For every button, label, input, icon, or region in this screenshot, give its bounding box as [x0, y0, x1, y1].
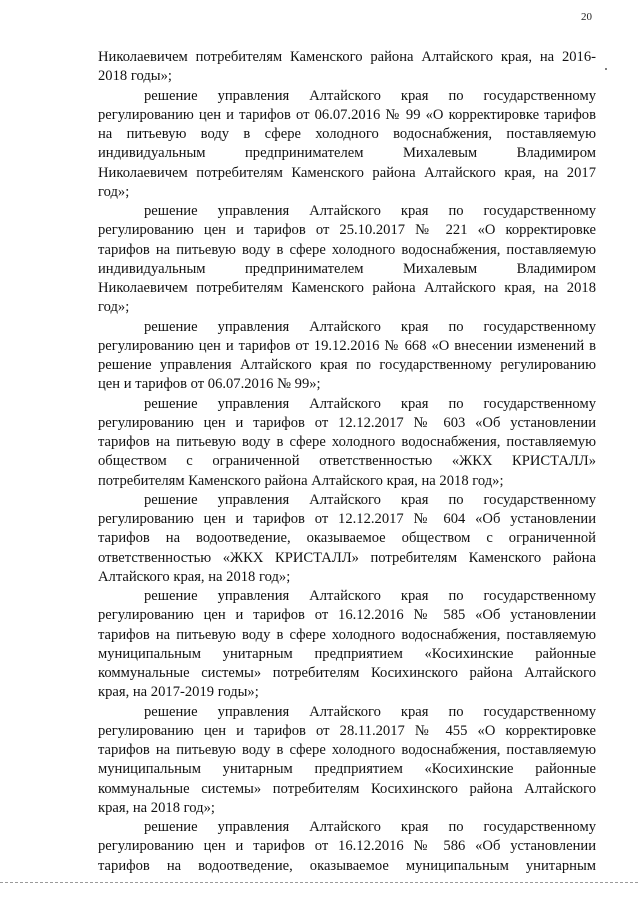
text-line: тарифов на питьевую воду в сфере холодного водоснабжения, поставляемую: [98, 241, 596, 258]
paragraph: [98, 395, 596, 491]
text-line: решение управления Алтайского края по государственному: [144, 819, 596, 835]
paragraph: [98, 318, 596, 395]
scan-edge-line: [0, 882, 640, 883]
text-line: цен и тарифов от 06.07.2016 № 99»;: [98, 376, 321, 393]
paragraph: [98, 48, 596, 87]
paragraph: [98, 491, 596, 587]
text-line: тарифов на водоотведение, оказываемое обществом с ограниченной: [98, 530, 596, 547]
text-line: решение управления Алтайского края по государственному: [144, 395, 596, 412]
text-line: решение управления Алтайского края по государственному: [144, 203, 596, 219]
text-line: индивидуальным предпринимателем Михалевым Владимиром: [98, 145, 596, 162]
page-number: 20: [581, 11, 592, 23]
text-line: коммунальные системы» потребителям Косихинского района Алтайского: [98, 780, 596, 797]
text-line: регулированию цен и тарифов от 16.12.2016 № 585 «Об установлении: [98, 607, 596, 624]
text-line: коммунальные системы» потребителям Косихинского района Алтайского: [98, 665, 596, 681]
text-line: регулированию цен и тарифов от 06.07.2016 № 99 «О корректировке тарифов: [98, 106, 596, 123]
text-line: решение управления Алтайского края по государственному: [144, 491, 596, 508]
paragraph: [98, 202, 596, 318]
scan-speck: [605, 68, 607, 70]
text-line: решение управления Алтайского края по государственному: [144, 703, 596, 720]
text-line: решение управления Алтайского края по государственному: [144, 318, 596, 335]
paragraph: [98, 87, 596, 203]
text-line: решение управления Алтайского края по государственному регулированию: [98, 357, 596, 373]
text-line: края, на 2018 год»;: [98, 799, 215, 816]
text-line: регулированию цен и тарифов от 12.12.2017 № 604 «Об установлении: [98, 511, 596, 527]
text-line: регулированию цен и тарифов от 16.12.2016 № 586 «Об установлении: [98, 838, 596, 855]
text-line: тарифов на питьевую воду в сфере холодного водоснабжения, поставляемую: [98, 434, 596, 450]
text-line: регулированию цен и тарифов от 28.11.2017 № 455 «О корректировке: [98, 722, 596, 739]
document-body: [98, 48, 596, 876]
text-line: Николаевичем потребителям Каменского района Алтайского края, на 2017: [98, 164, 596, 181]
text-line: Николаевичем потребителям Каменского района Алтайского края, на 2018: [98, 280, 596, 296]
text-line: Алтайского края, на 2018 год»;: [98, 568, 291, 585]
text-line: Николаевичем потребителям Каменского района Алтайского края, на 2016-: [98, 49, 596, 65]
text-line: 2018 годы»;: [98, 68, 172, 85]
text-line: на питьевую воду в сфере холодного водоснабжения, поставляемую: [98, 126, 596, 142]
text-line: ответственностью «ЖКХ КРИСТАЛЛ» потребителям Каменского района: [98, 549, 596, 566]
text-line: потребителям Каменского района Алтайского края, на 2018 год»;: [98, 472, 504, 489]
paragraph: [98, 818, 596, 876]
text-line: индивидуальным предпринимателем Михалевым Владимиром: [98, 260, 596, 277]
text-line: муниципальным унитарным предприятием «Косихинские районные: [98, 761, 596, 778]
text-line: год»;: [98, 183, 130, 200]
text-line: муниципальным унитарным предприятием «Косихинские районные: [98, 645, 596, 662]
text-line: регулированию цен и тарифов от 19.12.2016 № 668 «О внесении изменений в: [98, 337, 596, 354]
text-line: тарифов на питьевую воду в сфере холодного водоснабжения, поставляемую: [98, 626, 596, 643]
text-line: регулированию цен и тарифов от 12.12.2017 № 603 «Об установлении: [98, 414, 596, 431]
text-line: обществом с ограниченной ответственностью «ЖКХ КРИСТАЛЛ»: [98, 453, 596, 470]
text-line: год»;: [98, 299, 130, 316]
text-line: края, на 2017-2019 годы»;: [98, 684, 259, 701]
text-line: регулированию цен и тарифов от 25.10.2017 № 221 «О корректировке: [98, 222, 596, 239]
text-line: решение управления Алтайского края по государственному: [144, 588, 596, 604]
paragraph: [98, 703, 596, 819]
text-line: тарифов на водоотведение, оказываемое муниципальным унитарным: [98, 857, 596, 874]
text-line: решение управления Алтайского края по государственному: [144, 87, 596, 104]
paragraph: [98, 587, 596, 703]
text-line: тарифов на питьевую воду в сфере холодного водоснабжения, поставляемую: [98, 742, 596, 758]
